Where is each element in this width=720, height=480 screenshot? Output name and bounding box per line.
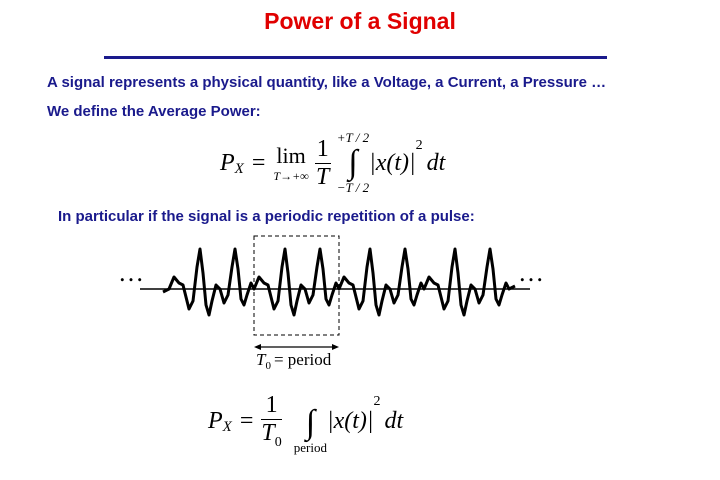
eq2-equals: =	[239, 407, 254, 434]
period-label	[256, 350, 332, 372]
ellipsis-right: …	[518, 258, 544, 287]
eq2-denominator	[261, 420, 281, 451]
eq2-integral	[294, 406, 327, 456]
intro-text: A signal represents a physical quantity, like a Voltage, a Current, a Pressure …	[47, 74, 607, 91]
eq1-lim-sub: T→+∞	[273, 168, 309, 183]
periodic-text: In particular if the signal is a periodic repetition of a pulse:	[58, 208, 475, 225]
eq1-power: 2	[415, 138, 423, 153]
eq1-integrand: |x(t)|	[369, 149, 416, 176]
eq2-integrand: |x(t)|	[326, 407, 374, 434]
eq1-subscript: X	[234, 161, 244, 177]
integral-sign: ∫	[305, 404, 316, 441]
definition-text: We define the Average Power:	[47, 103, 261, 120]
period-sub: 0	[265, 360, 271, 372]
period-t: T	[256, 350, 266, 369]
integral-sign: ∫	[348, 144, 358, 181]
eq1-upper-limit: +T / 2	[336, 130, 370, 145]
eq1-lower-limit: −T / 2	[336, 180, 370, 195]
eq2-fraction	[261, 392, 281, 451]
eq1-lim-label: lim	[276, 142, 306, 168]
eq1-numerator: 1	[316, 135, 329, 162]
eq1-denominator: T	[316, 163, 330, 190]
eq1-dt: dt	[426, 149, 446, 176]
eq2-den-t: T	[261, 419, 275, 446]
eq2-numerator: 1	[265, 391, 278, 418]
eq2-power: 2	[373, 394, 381, 409]
eq1-equals: =	[251, 149, 266, 176]
eq2-subscript: X	[222, 419, 232, 435]
eq2-p: P	[208, 407, 223, 434]
period-arrow-right-head	[332, 344, 339, 350]
eq2-dt: dt	[384, 407, 404, 434]
periodic-power-equation	[208, 384, 403, 458]
period-text: = period	[273, 350, 332, 369]
eq2-lower-limit: period	[293, 440, 327, 455]
ellipsis-left: …	[118, 258, 144, 287]
eq2-den-sub: 0	[274, 434, 282, 450]
slide-title: Power of a Signal	[264, 8, 456, 34]
eq1-p: P	[220, 149, 235, 176]
